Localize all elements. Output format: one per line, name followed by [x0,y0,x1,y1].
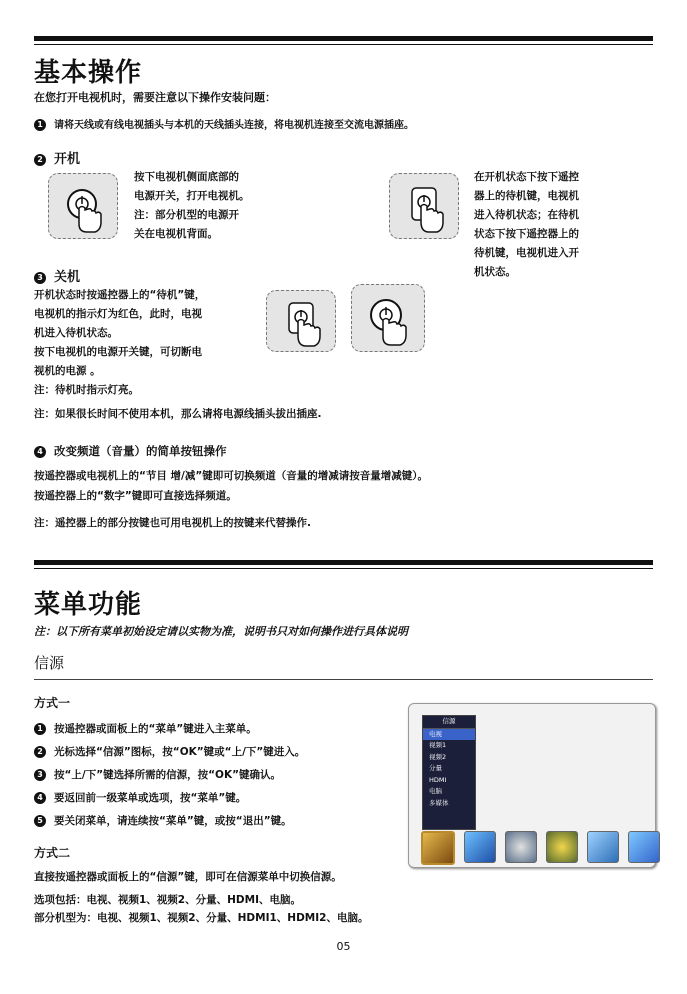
text-line: 关在电视机背面。 [134,228,218,240]
step-text: 按“上/下”键选择所需的信源，按“OK”键确认。 [54,769,282,781]
poweroff-heading-text: 关机 [54,270,81,285]
poweroff-heading [34,266,80,285]
top-rule-thin [34,44,653,45]
step-text: 要关闭菜单，请连续按“菜单”键，或按“退出”键。 [54,815,292,827]
method1-steps [34,718,305,833]
settings-gear-icon[interactable] [546,831,578,863]
method2-text: 直接按遥控器或面板上的“信源”键，即可在信源菜单中切换信源。 [34,871,342,883]
poweron-right-text [474,168,579,282]
source-menu-panel [422,715,476,830]
lock-icon[interactable] [628,831,660,863]
poweron-heading-text: 开机 [54,152,81,167]
step-text: 按遥控器或面板上的“菜单”键进入主菜单。 [54,723,257,735]
circled-number-2: 2 [34,154,46,166]
section2-rule [34,560,653,565]
method2-heading: 方式二 [34,846,71,860]
item1 [34,116,414,131]
menu-title: 信源 [423,716,475,729]
channel-text-1: 按遥控器或电视机上的“节目 增/减”键即可切换频道（音量的增减请按音量增减键）。 [34,470,429,482]
note-unplug: 注：如果很长时间不使用本机，那么请将电源线插头拔出插座. [34,408,322,420]
circled-number-5: 5 [34,815,46,827]
options-text: 选项包括：电视、视频1、视频2、分量、HDMI、电脑。 [34,894,301,906]
menu-item-tv[interactable]: 电视 [423,729,475,741]
step-item [34,764,305,787]
top-rule [34,36,653,41]
menu-icon-row [421,831,660,865]
step-item [34,787,305,810]
hand-press-remote-icon [266,290,336,352]
circled-number-4: 4 [34,792,46,804]
menu-item-pc[interactable]: 电脑 [429,787,442,795]
poweron-left-text [134,168,250,244]
hand-press-icon [351,284,425,352]
text-line: 进入待机状态；在待机 [474,209,579,221]
text-line: 状态下按下遥控器上的 [474,228,579,240]
menu-screenshot [408,703,656,868]
step-text: 光标选择“信源”图标，按“OK”键或“上/下”键进入。 [54,746,306,758]
item1-text: 请将天线或有线电视插头与本机的天线插头连接，将电视机连接至交流电源插座。 [54,120,414,131]
menu-item-component[interactable]: 分量 [429,764,442,772]
channel-heading-text: 改变频道（音量）的简单按钮操作 [54,444,227,458]
text-line: 器上的待机键，电视机 [474,190,579,202]
sound-icon[interactable] [505,831,537,863]
circled-number-3: 3 [34,769,46,781]
method1-heading: 方式一 [34,696,71,710]
channel-heading [34,443,227,459]
search-icon[interactable] [587,831,619,863]
section-title-basic: 基本操作 [34,58,143,88]
text-line: 视机的电源 。 [34,365,101,377]
step-item [34,741,305,764]
circled-number-2: 2 [34,746,46,758]
menu-item-video1[interactable]: 视频1 [429,741,447,749]
text-line: 按下电视机的电源开关键，可切断电 [34,346,202,358]
source-icon[interactable] [421,831,455,865]
text-line: 注：部分机型的电源开 [134,209,239,221]
menu-note: 注：以下所有菜单初始设定请以实物为准，说明书只对如何操作进行具体说明 [34,625,408,638]
circled-number-1: 1 [34,723,46,735]
hand-press-remote-icon [389,173,459,239]
source-underline [34,679,653,680]
circled-number-1: 1 [34,119,46,131]
intro-text: 在您打开电视机时，需要注意以下操作安装问题： [34,91,276,104]
circled-number-3: 3 [34,272,46,284]
source-heading: 信源 [34,654,65,672]
poweron-heading [34,148,80,167]
models-text: 部分机型为：电视、视频1、视频2、分量、HDMI1、HDMI2、电脑。 [34,912,369,924]
text-line: 电视机的指示灯为红色，此时，电视 [34,308,202,320]
menu-item-video2[interactable]: 视频2 [429,752,447,761]
circled-number-4: 4 [34,446,46,458]
text-line: 机状态。 [474,266,516,278]
text-line: 注：待机时指示灯亮。 [34,384,139,396]
section-title-menu: 菜单功能 [34,590,143,620]
channel-text-2: 按遥控器上的“数字”键即可直接选择频道。 [34,490,237,502]
text-line: 待机键，电视机进入开 [474,247,579,259]
page-number: 05 [336,940,351,953]
picture-icon[interactable] [464,831,496,863]
text-line: 开机状态时按遥控器上的“待机”键， [34,289,206,301]
step-text: 要返回前一级菜单或选项，按“菜单”键。 [54,792,247,804]
channel-note: 注：遥控器上的部分按键也可用电视机上的按键来代替操作. [34,517,311,529]
text-line: 按下电视机侧面底部的 [134,171,239,183]
section2-rule-thin [34,568,653,569]
menu-item-multimedia[interactable]: 多媒体 [429,798,449,807]
text-line: 在开机状态下按下遥控 [474,171,579,183]
poweroff-text [34,286,205,400]
step-item [34,718,305,741]
step-item [34,810,305,833]
text-line: 机进入待机状态。 [34,327,118,339]
menu-item-hdmi[interactable]: HDMI [429,775,447,784]
text-line: 电源开关，打开电视机。 [134,190,250,202]
hand-press-icon [48,173,118,239]
